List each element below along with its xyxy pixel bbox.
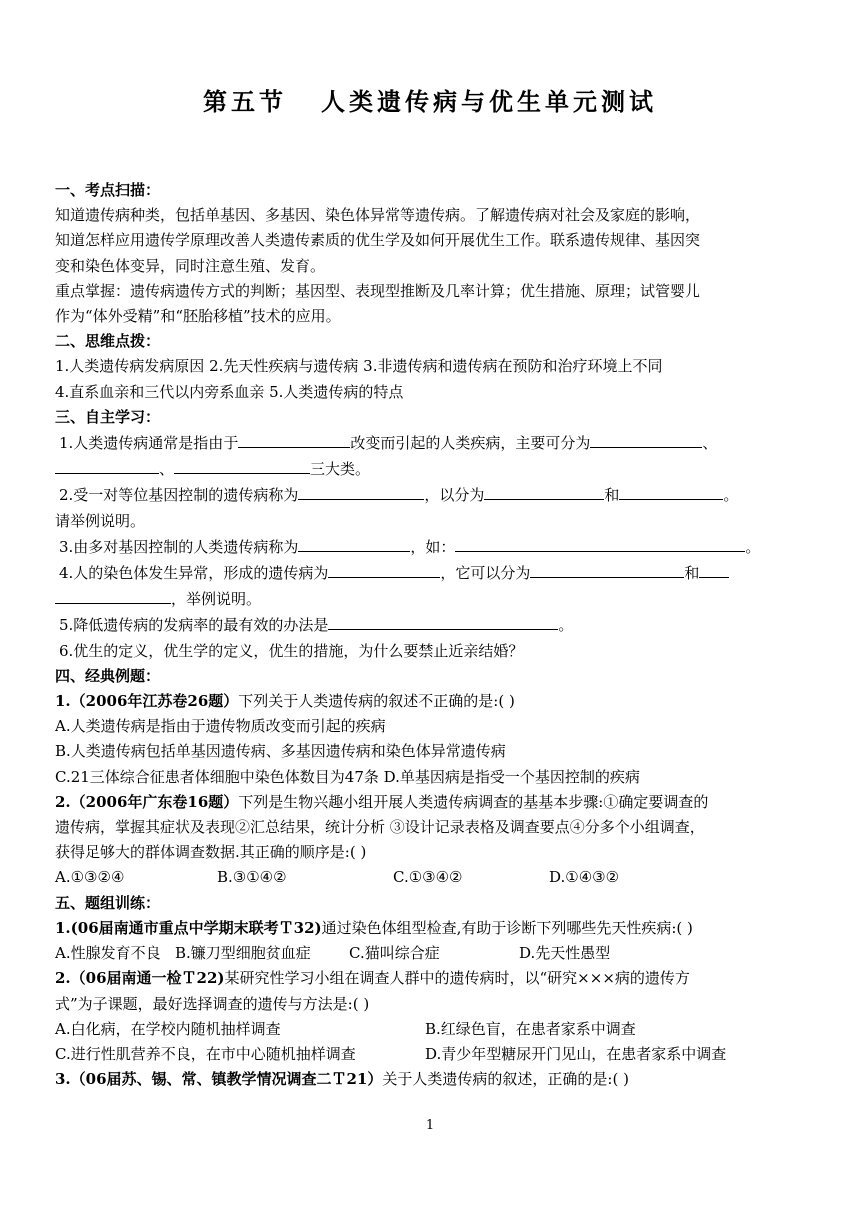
exercise-3-stem: 3.（06届苏、锡、常、镇教学情况调查二Ｔ21）关于人类遗传病的叙述，正确的是:( ) [55, 1070, 629, 1089]
option-d: D.先天性愚型 [519, 944, 611, 963]
section-heading-5: 五、题组训练： [55, 893, 161, 912]
s3-question-5: 5.降低遗传病的发病率的最有效的办法是 。 [55, 612, 810, 638]
s3-question-1: 1.人类遗传病通常是指由于 改变而引起的人类疾病，主要可分为 、 [55, 430, 810, 456]
option-c: C.猫叫综合症 [349, 944, 440, 963]
s1-line-5: 作为“体外受精”和“胚胎移植”技术的应用。 [55, 307, 341, 326]
title-section: 第五节 [203, 87, 287, 116]
example-1-stem: 1.（2006年江苏卷26题）下列关于人类遗传病的叙述不正确的是:( ) [55, 692, 515, 711]
s3-question-2-cont: 请举例说明。 [55, 511, 146, 530]
example-2-stem: 2.（2006年广东卷16题）下列是生物兴趣小组开展人类遗传病调查的基基本步骤:①确定要调查的 [55, 792, 709, 811]
exercise-1-stem: 1.(06届南通市重点中学期末联考Ｔ32)通过染色体组型检查,有助于诊断下列哪些先天性疾病:( ) [55, 918, 693, 937]
fill-blank[interactable] [455, 534, 745, 552]
option-a: A.性腺发育不良 [55, 944, 161, 963]
section-heading-3: 三、自主学习： [55, 407, 161, 426]
exercise-2-options-cd [55, 1042, 810, 1067]
title-text: 人类遗传病与优生单元测试 [321, 87, 657, 116]
s3-question-2: 2.受一对等位基因控制的遗传病称为 ，以分为 和 。 [55, 482, 810, 508]
option-c: C.①③④② [393, 868, 463, 887]
option-b: B.红绿色盲，在患者家系中调查 [425, 1019, 636, 1038]
fill-blank[interactable] [55, 456, 159, 474]
exercise-2-stem: 2.（06届南通一检Ｔ22)某研究性学习小组在调查人群中的遗传病时，以“研究×××病的遗传方 [55, 969, 690, 988]
option-b: B.镰刀型细胞贫血症 [175, 944, 311, 963]
page-number: 1 [425, 1118, 435, 1133]
s2-line-1: 1.人类遗传病发病原因 2.先天性疾病与遗传病 3.非遗传病和遗传病在预防和治疗环境上不同 [55, 357, 663, 376]
exercise-2-line-2: 式”为子课题，最好选择调查的遗传与方法是:( ) [55, 994, 370, 1013]
exercise-2-options-ab [55, 1017, 810, 1042]
option-d: D.①④③② [549, 868, 620, 887]
fill-blank[interactable] [530, 560, 684, 578]
example-1-option-cd: C.21三体综合征患者体细胞中染色体数目为47条 D.单基因病是指受一个基因控制的疾病 [55, 767, 640, 786]
s3-question-3: 3.由多对基因控制的人类遗传病称为 ，如： 。 [55, 534, 810, 560]
s3-question-4-cont: ，举例说明。 [55, 586, 810, 612]
fill-blank[interactable] [55, 586, 171, 604]
example-2-options [55, 865, 810, 890]
option-a: A.①③②④ [55, 868, 125, 887]
section-heading-1: 一、考点扫描： [55, 181, 161, 199]
exercise-1-source: 1.(06届南通市重点中学期末联考Ｔ32) [55, 918, 322, 937]
fill-blank[interactable] [484, 482, 604, 500]
example-2-source: 2.（2006年广东卷16题） [55, 792, 239, 811]
s3-question-6: 6.优生的定义，优生学的定义，优生的措施，为什么要禁止近亲结婚？ [59, 641, 524, 660]
fill-blank[interactable] [699, 560, 729, 578]
example-1-option-a: A.人类遗传病是指由于遗传物质改变而引起的疾病 [55, 717, 386, 736]
option-d: D.青少年型糖尿开门见山，在患者家系中调查 [425, 1044, 727, 1063]
example-2-line-2: 遗传病，掌握其症状及表现②汇总结果，统计分析 ③设计记录表格及调查要点④分多个小组调查， [55, 818, 705, 837]
option-a: A.白化病，在学校内随机抽样调查 [55, 1019, 281, 1038]
document-body [55, 178, 810, 1092]
s1-line-3: 变和染色体变异，同时注意生殖、发育。 [55, 256, 326, 275]
exercise-2-source: 2.（06届南通一检Ｔ22) [55, 969, 225, 988]
s1-line-1: 知道遗传病种类，包括单基因、多基因、染色体异常等遗传病。了解遗传病对社会及家庭的影响， [55, 206, 701, 225]
section-heading-2: 二、思维点拨： [55, 332, 161, 351]
fill-blank[interactable] [328, 560, 440, 578]
fill-blank[interactable] [174, 456, 310, 474]
option-b: B.③①④② [217, 868, 287, 887]
s3-question-1-cont: 、 三大类。 [55, 456, 810, 482]
fill-blank[interactable] [328, 612, 558, 630]
s1-line-2: 知道怎样应用遗传学原理改善人类遗传素质的优生学及如何开展优生工作。联系遗传规律、基因突 [55, 231, 701, 250]
s2-line-2: 4.直系血亲和三代以内旁系血亲 5.人类遗传病的特点 [55, 382, 404, 401]
example-1-option-b: B.人类遗传病包括单基因遗传病、多基因遗传病和染色体异常遗传病 [55, 742, 506, 761]
fill-blank[interactable] [619, 482, 723, 500]
example-2-line-3: 获得足够大的群体调查数据.其正确的顺序是:( ) [55, 843, 367, 862]
exercise-3-source: 3.（06届苏、锡、常、镇教学情况调查二Ｔ21） [55, 1070, 383, 1089]
fill-blank[interactable] [590, 430, 702, 448]
exercise-1-options [55, 941, 810, 966]
s3-question-4: 4.人的染色体发生异常，形成的遗传病为 ，它可以分为 和 [55, 560, 810, 586]
fill-blank[interactable] [298, 482, 424, 500]
fill-blank[interactable] [238, 430, 350, 448]
example-1-source: 1.（2006年江苏卷26题） [55, 692, 239, 711]
section-heading-4: 四、经典例题： [55, 666, 161, 685]
option-c: C.进行性肌营养不良，在市中心随机抽样调查 [55, 1044, 356, 1063]
fill-blank[interactable] [298, 534, 410, 552]
s1-line-4: 重点掌握：遗传病遗传方式的判断；基因型、表现型推断及几率计算；优生措施、原理；试管婴儿 [55, 281, 701, 300]
page-title [0, 82, 860, 117]
